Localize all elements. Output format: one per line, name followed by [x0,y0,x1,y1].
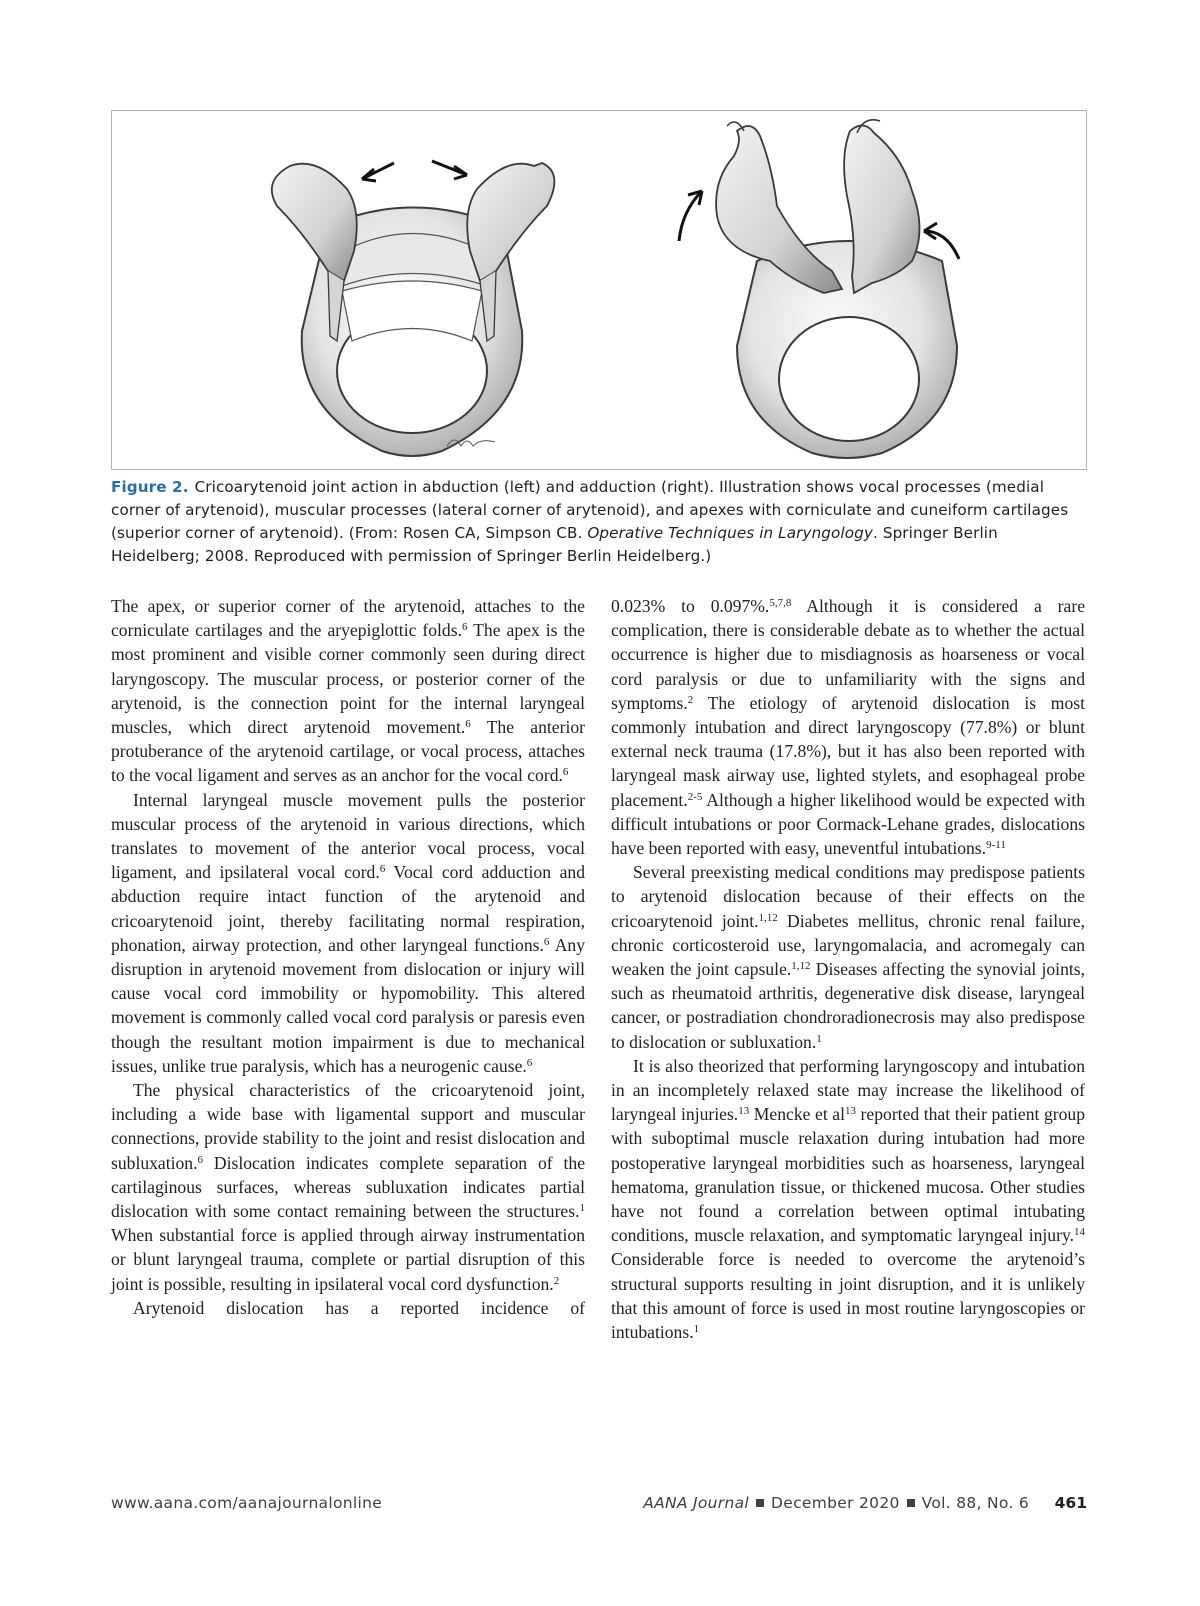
figure-caption [111,476,1091,568]
caption-text-end: . Springer Berlin Heidelberg; 2008. Reproduced with permission of Springer Berlin Heidelberg.) [111,524,998,565]
abduction-diagram [272,161,555,456]
paragraph: The physical characteristics of the cricoarytenoid joint, including a wide base with ligamental support and muscular connections, provide stability to the joint and resist dislocation and subluxation.$^6$ Dislocation indicates complete separation of the cartilaginous surfaces, whereas subluxation indicates partial dislocation with some contact remaining between the structures.$^1$ When substantial force is applied through airway instrumentation or blunt laryngeal trauma, complete or partial disruption of this joint is possible, resulting in ipsilateral vocal cord dysfunction.$^2$ [111,1080,585,1294]
page-number: 461 [1054,1494,1087,1512]
paragraph: It is also theorized that performing laryngoscopy and intubation in an incompletely relaxed state may increase the likelihood of laryngeal injuries.$^{13}$ Mencke et $al^{13}$ reported that their patient group with suboptimal muscle relaxation during intubation had more postoperative laryngeal morbidities such as hoarseness, laryngeal hematoma, granulation tissue, or thickened mucosa. Other studies have not found a correlation between optimal intubating conditions, muscle relaxation, and symptomatic laryngeal injury.$^{14}$ Considerable force is needed to overcome the arytenoid’s structural supports resulting in joint disruption, and it is unlikely that this amount of force is used in most routine laryngoscopies or intubations.$^1$ [611,1055,1085,1343]
paragraph: The apex, or superior corner of the arytenoid, attaches to the corniculate cartilages and the aryepiglottic folds.$^6$ The apex is the most prominent and visible corner commonly seen during direct laryngoscopy. The muscular process, or posterior corner of the arytenoid, is the connection point for the internal laryngeal muscles, which direct arytenoid movement.$^6$ The anterior protuberance of the arytenoid cartilage, or vocal process, attaches to the vocal ligament and serves as an anchor for the vocal cord.$^6$ [111,596,585,786]
paragraph: Internal laryngeal muscle movement pulls the posterior muscular process of the arytenoid in various directions, which translates to movement of the anterior vocal process, vocal ligament, and ipsilateral vocal cord.$^6$ Vocal cord adduction and abduction require intact function of the arytenoid and cricoarytenoid joint, thereby facilitating normal respiration, phonation, airway protection, and other laryngeal functions.$^6$ Any disruption in arytenoid movement from dislocation or injury will cause vocal cord immobility or hypomobility. This altered movement is commonly called vocal cord paralysis or paresis even though the resultant motion impairment is due to mechanical issues, unlike true paralysis, which has a neurogenic cause.$^6$ [111,789,585,1076]
issue-date: December 2020 [771,1494,900,1512]
paragraph: 0.023% to 0.097%.$^{5,7,8}$ Although it is considered a rare complication, there is considerable debate as to whether the actual occurrence is higher due to misdiagnosis as hoarseness or vocal cord paralysis or due to unfamiliarity with the signs and symptoms.$^2$ The etiology of arytenoid dislocation is most commonly intubation and direct laryngoscopy (77.8%) or blunt external neck trauma (17.8%), but it has also been reported with laryngeal mask airway use, lighted stylets, and esophageal probe placement.$^{2-5}$ Although a higher likelihood would be expected with difficult intubations or poor Cormack-Lehane grades, dislocations have been reported with easy, uneventful intubations.$^{9-11}$ [611,596,1085,859]
left-column [111,594,585,1320]
journal-url[interactable]: www.aana.com/aanajournalonline [111,1494,383,1512]
journal-name: AANA Journal [643,1494,749,1512]
cricoarytenoid-joint-illustration-icon [112,111,1086,469]
adduction-diagram [679,120,959,458]
right-column [611,594,1085,1344]
paragraph: Several preexisting medical conditions may predispose patients to arytenoid dislocation because of their effects on the cricoarytenoid joint.$^{1,12}$ Diabetes mellitus, chronic renal failure, chronic corticosteroid use, laryngomalacia, and acromegaly can weaken the joint capsule.$^{1,12}$ Diseases affecting the synovial joints, such as rheumatoid arthritis, degenerative disk disease, laryngeal cancer, or postradiation chondroradionecrosis may also predispose to dislocation or subluxation.$^1$ [611,862,1086,1052]
square-bullet-icon [756,1499,764,1507]
caption-text: Cricoarytenoid joint action in abduction (left) and adduction (right). Illustration shows vocal processes (medial corner of arytenoid), muscular processes (lateral corner of arytenoid), and apexes with corniculate and cuneiform cartilages (superior corner of arytenoid). (From: Rosen CA, Simpson CB. [111,478,1069,542]
figure-label: Figure 2. [111,478,189,496]
paragraph: Arytenoid dislocation has a reported incidence of [133,1297,585,1318]
caption-book-title: Operative Techniques in Laryngology [587,524,873,542]
square-bullet-icon [907,1499,915,1507]
journal-info [643,1494,1029,1512]
volume-issue: Vol. 88, No. 6 [921,1494,1029,1512]
page-footer [111,1494,1087,1518]
figure-2-illustration [111,110,1087,470]
